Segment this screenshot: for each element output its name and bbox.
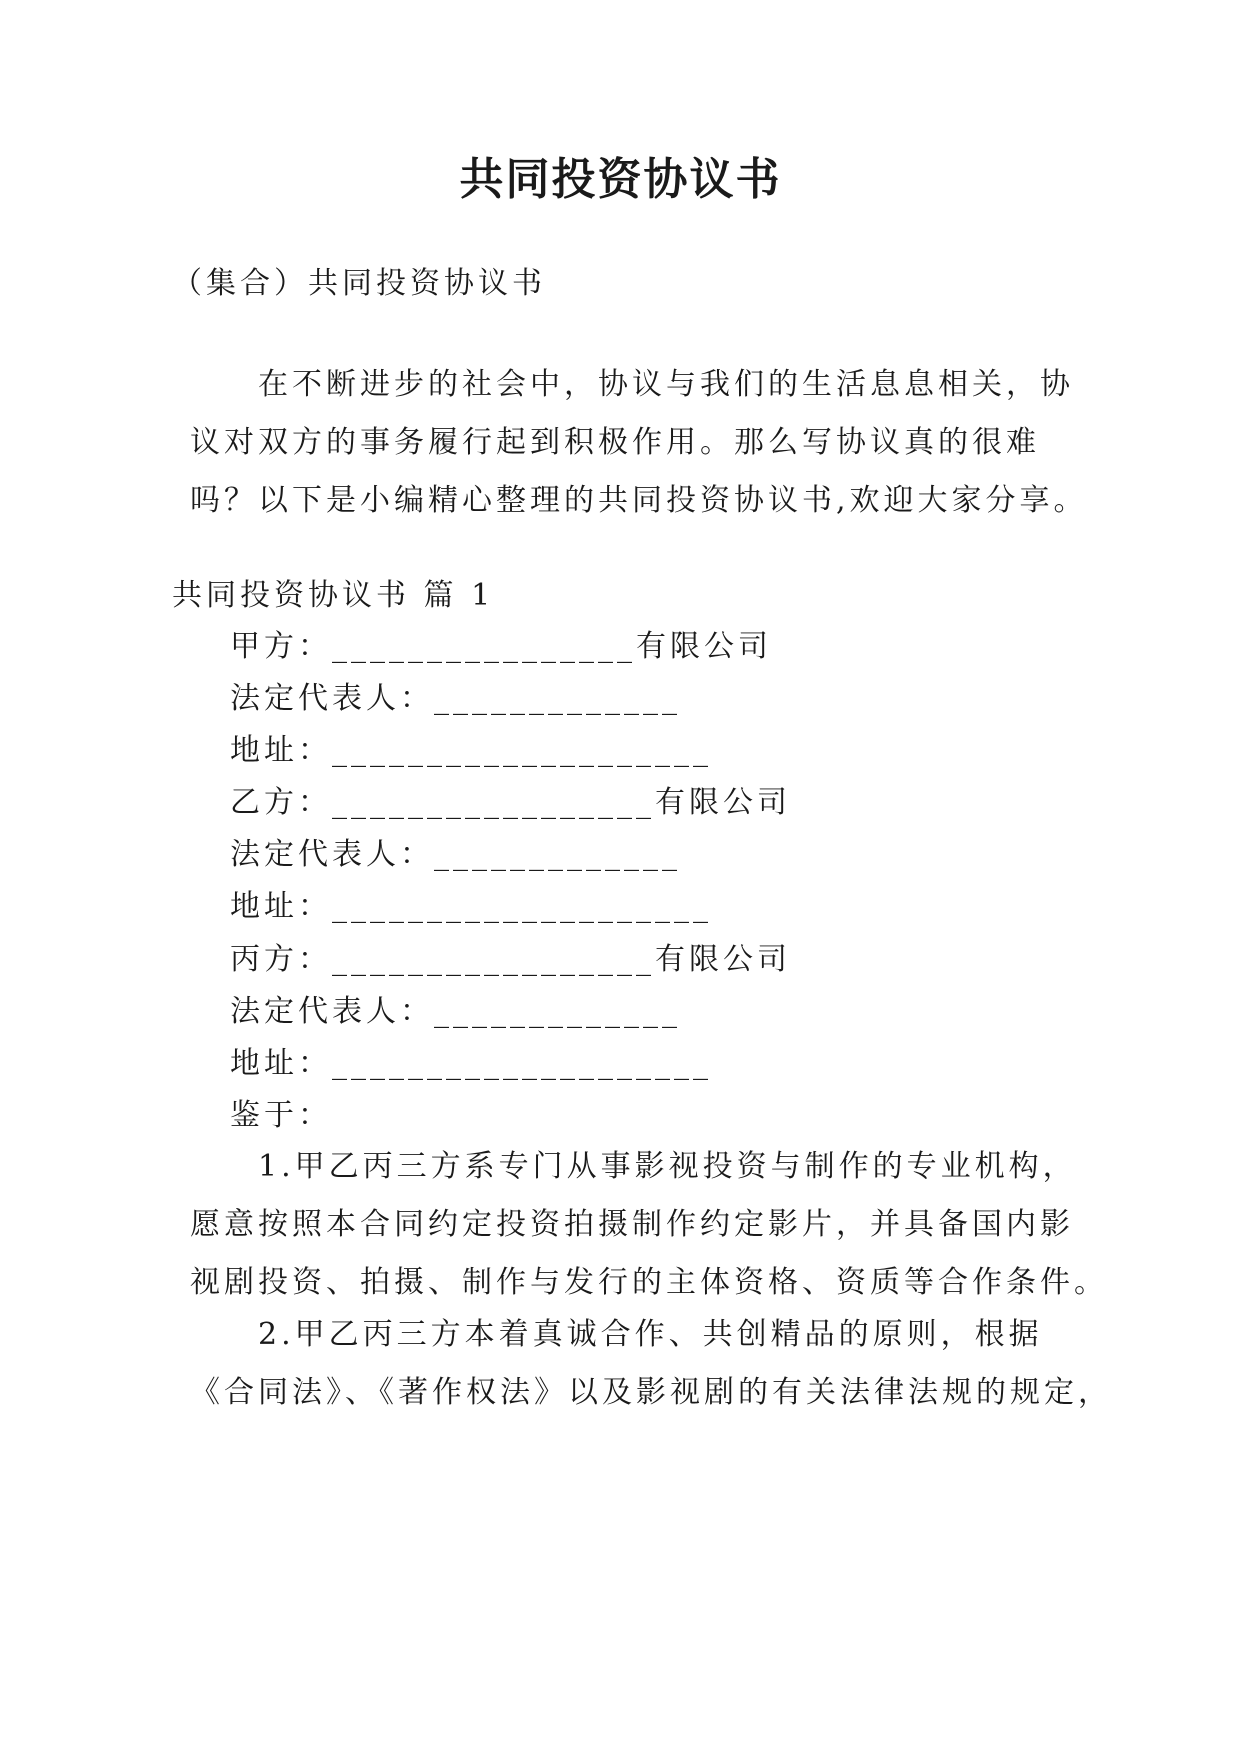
intro-paragraph — [190, 356, 1088, 530]
intro-line: 在不断进步的社会中，协议与我们的生活息息相关，协 — [258, 367, 1074, 402]
whereas-label: 鉴于： — [230, 1098, 332, 1133]
document-subtitle: （集合）共同投资协议书 — [172, 266, 546, 301]
clause-line: 2.甲乙丙三方本着真诚合作、共创精品的原则，根据 — [258, 1317, 1043, 1352]
party-c-representative-field: 法定代表人：_____________ — [230, 994, 681, 1029]
intro-line: 议对双方的事务履行起到积极作用。那么写协议真的很难 — [190, 425, 1040, 460]
clause-line: 1.甲乙丙三方系专门从事影视投资与制作的专业机构， — [258, 1149, 1077, 1184]
party-b-representative-field: 法定代表人：_____________ — [230, 837, 681, 872]
clause-2-paragraph — [190, 1306, 1112, 1422]
clause-line: 《合同法》、《著作权法》以及影视剧的有关法律法规的规定， — [190, 1375, 1112, 1410]
clause-1-paragraph — [190, 1138, 1108, 1312]
section-heading: 共同投资协议书 篇 1 — [172, 578, 495, 613]
party-a-address-field: 地址：____________________ — [230, 733, 712, 768]
party-b-address-field: 地址：____________________ — [230, 889, 712, 924]
party-c-field: 丙方：_________________有限公司 — [230, 942, 791, 977]
party-b-field: 乙方：_________________有限公司 — [230, 785, 791, 820]
party-a-representative-field: 法定代表人：_____________ — [230, 681, 681, 716]
clause-line: 愿意按照本合同约定投资拍摄制作约定影片，并具备国内影 — [190, 1207, 1074, 1242]
party-c-address-field: 地址：____________________ — [230, 1046, 712, 1081]
intro-line: 吗？以下是小编精心整理的共同投资协议书,欢迎大家分享。 — [190, 483, 1088, 518]
document-title: 共同投资协议书 — [459, 154, 782, 205]
party-a-field: 甲方：________________有限公司 — [230, 629, 772, 664]
clause-line: 视剧投资、拍摄、制作与发行的主体资格、资质等合作条件。 — [190, 1265, 1108, 1300]
